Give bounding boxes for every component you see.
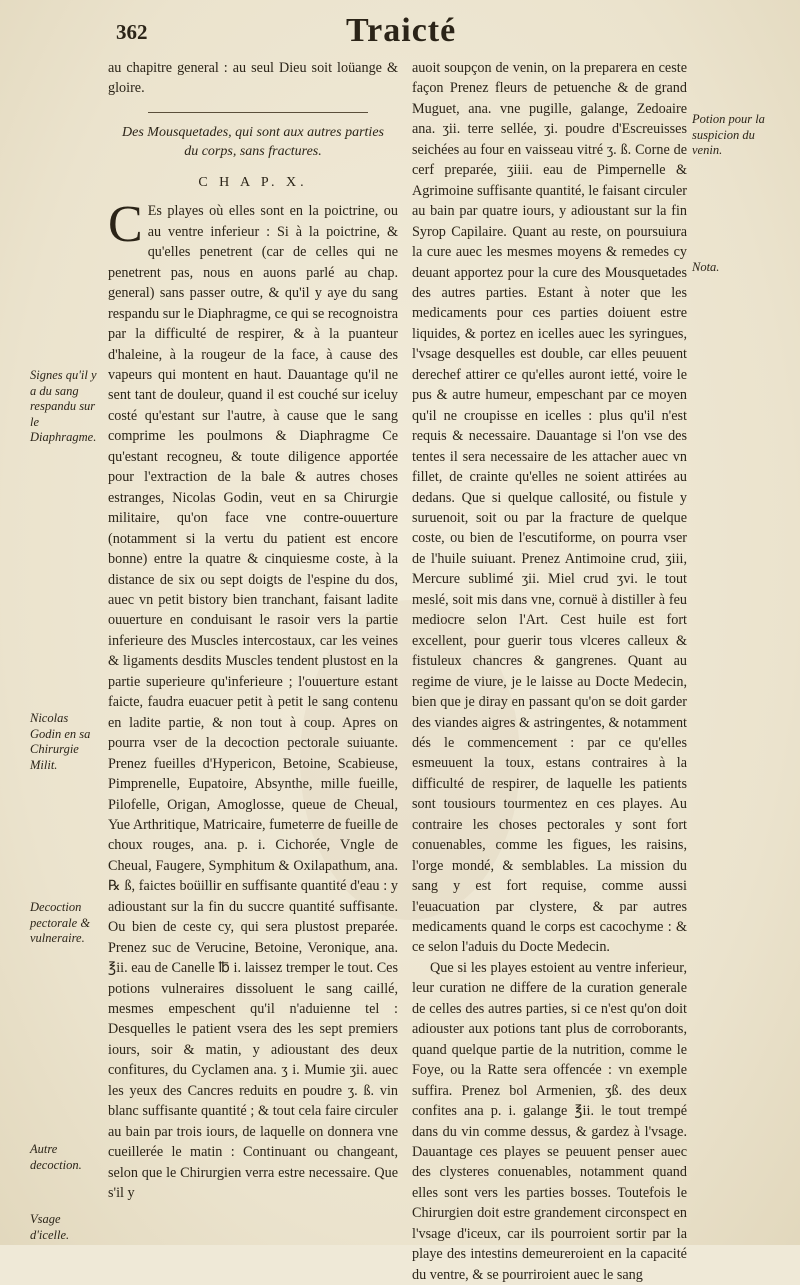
right-body-paragraph-2: Que si les playes estoient au ventre inferieur, leur curation ne differe de la curation generale de celles des autres parties, si ce n'est qu'on doit adiouster aux potions tant plus de corroborants, quand quelque partie de la nutrition, comme le Foye, ou la Ratte sera offencée : vn exemple suffira. Prenez bol Armenien, ʒß. des deux confites ana p. i. galange ℥ii. le tout trempé dans du vin comme dessus, & gardez à l'vsage. Dauantage ces playes se peuuent penser auec des clysteres conuenables, notamment quand elles sont vers les parties bosses. Toutefois le Chirurgien doit estre grandement circonspect en l'vsage d'iceux, car ils pourroient sortir par la playe des intestins demeureroient en la capacité du ventre, & se pourriroient auec le sang (412, 959, 687, 1283)
right-column (412, 58, 687, 1285)
margin-note-potion: Potion pour la suspicion du venin. (692, 112, 765, 157)
page-header (0, 14, 800, 54)
margin-note-nota: Nota. (692, 260, 720, 274)
chapter-body (108, 196, 398, 1203)
margin-note-autre: Autre decoction. (30, 1142, 82, 1172)
section-heading: Des Mousquetades, qui sont aux autres parties du corps, sans fractures. (122, 124, 384, 159)
margin-note-signes: Signes qu'il y a du sang respandu sur le Diaphragme. (30, 368, 97, 444)
right-body-text: auoit soupçon de venin, on la preparera en ceste façon Prenez fleurs de petuenche & de grand Muguet, ana. vne pugille, galange, Zedoaire ana. ʒii. terre sellée, ʒi. poudre d'Escreuisses seichées au four en vaisseau vitré ʒ. ß. Corne de cerf preparée, ʒiiii. eau de Pimpernelle & Agrimoine suffisante quantité, le faisant circuler au bain par quatre iours, y adioustant sur la fin Syrop Capilaire. Quant au reste, on poursuiura la cure auec les mesmes moyens & remedes cy deuant apportez pour la cure des Mousquetades des autres parties. Estant à noter que les medicaments pour ces parties doiuent estre liquides, & portez en icelles auec les syringues, l'vsage desquelles est double, car elles peuuent derechef attirer ce qu'elles auront ietté, voire le pus & autre humeur, empeschant par ce moyen qu'il ne croupisse en icelles : plus qu'il n'est requis & necessaire. Dauantage si l'on vse des tentes il sera necessaire de les attacher auec vn fillet, de crainte qu'elles ne soient attirées au dedans. Que si quelque callosité, ou fistule y suruenoit, soit ou par la fracture de quelque coste, ou bien de l'escutiforme, on pourra vser de l'huile suiuant. Prenez Antimoine crud, ʒiii, Mercure sublimé ʒii. Miel crud ʒvi. le tout meslé, soit mis dans vne, cornuë à distiller à feu mediocre selon l'Art. Cest huile est fort excellent, pour guerir tous vlceres calleux & fistuleux chancres & gangrenes. Quant au regime de viure, je le laisse au Docte Medecin, bien que je diray en passant qu'on se doit garder des viandes aigres & astringentes, & notamment dés le commencement : par ce qu'elles esmeuuent la toux, estans contraires à la difficulté de respirer, de laquelle les patients sont tousiours tourmentez en ces playes. Au contraire les choses pectorales y sont fort conuenables, comme les figues, les raisins, l'orge mondé, & semblables. La mission du sang y est fort requise, comme aussi l'euacuation par clystere, & par autres medicaments quand le corps est cacochyme : & ce selon l'aduis du Docte Medecin. (412, 60, 687, 956)
margin-note-godin: Nicolas Godin en sa Chirurgie Milit. (30, 711, 91, 772)
left-column (108, 58, 398, 1204)
margin-note-decoction: Decoction pectorale & vulneraire. (30, 900, 91, 945)
chapter-body-text: Es playes où elles sont en la poictrine, ou au ventre inferieur : Si à la poictrine, & qu'elles penetrent (car de celles qui ne penetrent pas, nous en auons parlé au chap. general) sans passer outre, & qu'il y aye du sang respandu sur le Diaphragme, ce qui se recognoistra par la difficulté de respirer, & à la puanteur d'haleine, à la rougeur de la face, à cause des vapeurs qui montent en haut. Dauantage qu'il ne sent tant de douleur, quand il est couché sur iceluy costé qu'estant sur l'autre, à cause que le sang comprime les poulmons & Diaphragme Ce qu'estant recogneu, & toute diligence apportée pour l'extraction de la bale & autres choses estranges, Nicolas Godin, veut en sa Chirurgie militaire, qu'on face vne contre-ouuerture (notamment si la vertu du patient est encore bonne) entre la quatre & cinquiesme coste, à la distance de six ou sept doigts de l'espine du dos, auec vn petit bistory bien tranchant, faisant ladite ouuerture en conduisant le rasoir vers la partie inferieure des Muscles intercostaux, car les veines & ligaments desdits Muscles tendent plustost en la partie superieure qu'inferieure ; l'ouuerture estant faicte, faudra euacuer petit à petit le sang contenu en ladite partie, & non tout à coup. Apres on pourra vser de la decoction pectorale suiuante. Prenez fueilles d'Hypericon, Betoine, Scabieuse, Pimprenelle, Eupatoire, Absynthe, mille fueille, Pilofelle, Origan, Amoglosse, queue de Cheual, Yue Arthritique, Matricaire, fumeterre de fueille de choux rouges, ana. p. i. Cichorée, Vngle de Cheual, Faugere, Symphitum & Oxilapathum, ana. ℞ ß, faictes boüillir en suffisante quantité d'eau : y adioustant sur la fin du succre quantité suffisante. Ou bien de ceste cy, qui sera plustost preparée. Prenez suc de Verucine, Betoine, Veronique, ana. ℥ii. eau de Canelle ℔ i. laissez tremper le tout. Ces potions vulneraires dissoluent le sang caillé, mesmes empeschent qu'il n'aduienne tel : Desquelles le patient vsera des les sept premiers iours, soir & matin, y adioustant des deux confitures, du Cyclamen ana. ʒ i. Mumie ʒii. auec les yeux des Cancres reduits en poudre ʒ. ß. vin blanc suffisante quantité ; & tout cela faire circuler au bain par trois iours, de laquelle on donnera vne cueillerée le matin : Continuant ou changeant, selon que le Chirurgien verra estre necessaire. Que s'il y (108, 203, 398, 1202)
opening-lines: au chapitre general : au seul Dieu soit loüange & gloire. (108, 60, 398, 97)
section-rule (148, 112, 368, 113)
page-number: 362 (116, 20, 148, 44)
chapter-heading: C H A P. X. (198, 174, 308, 190)
drop-cap: C (108, 196, 143, 254)
running-title: Traicté (346, 12, 457, 49)
margin-note-vsage: Vsage d'icelle. (30, 1212, 70, 1242)
